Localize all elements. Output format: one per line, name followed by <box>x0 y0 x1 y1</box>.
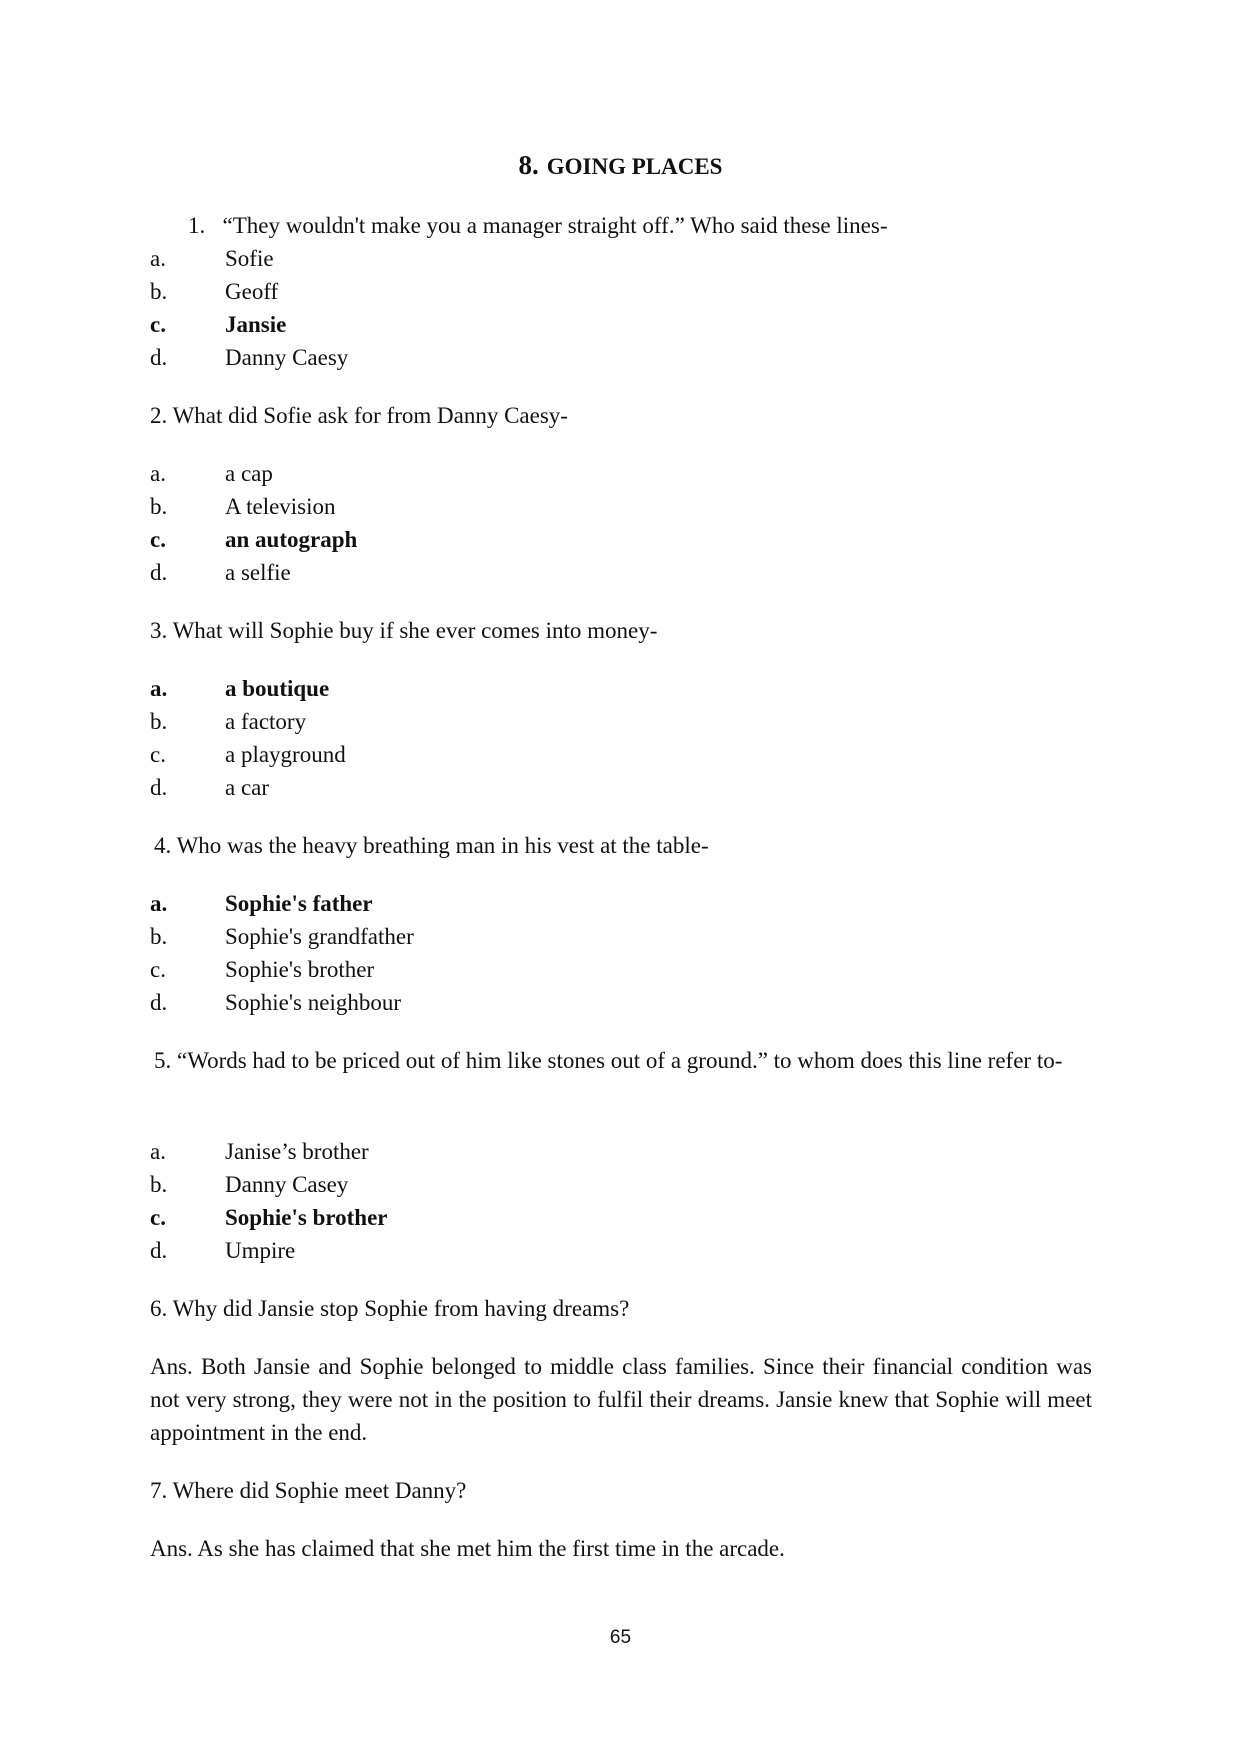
question-7: 7. Where did Sophie meet Danny? <box>150 1478 467 1503</box>
option-3d: d. a car <box>150 775 270 800</box>
option-2d: d. a selfie <box>150 560 291 585</box>
answer-6: Ans. Both Jansie and Sophie belonged to middle class families. Since their financial condition was not very strong, they were not in the position to fulfil their dreams. Jansie knew that Sophie will meet appointment in the end. <box>150 1354 1092 1445</box>
chapter-heading <box>0 150 1241 181</box>
option-1c-correct: c. Jansie <box>150 312 287 337</box>
option-5a: a. Janise’s brother <box>150 1139 369 1164</box>
question-6: 6. Why did Jansie stop Sophie from having dreams? <box>150 1296 630 1321</box>
question-4: 4. Who was the heavy breathing man in his vest at the table- <box>154 833 709 858</box>
chapter-number: 8. <box>518 150 539 180</box>
option-2a: a. a cap <box>150 461 273 486</box>
chapter-title: GOING PLACES <box>546 154 723 179</box>
option-5d: d. Umpire <box>150 1238 296 1263</box>
option-4c: c. Sophie's brother <box>150 957 375 982</box>
option-1b: b. Geoff <box>150 279 279 304</box>
option-3a-correct: a. a boutique <box>150 676 330 701</box>
option-3b: b. a factory <box>150 709 307 734</box>
option-4d: d. Sophie's neighbour <box>150 990 401 1015</box>
question-1: 1. “They wouldn't make you a manager straight off.” Who said these lines- <box>188 213 888 238</box>
option-1d: d. Danny Caesy <box>150 345 349 370</box>
option-4b: b. Sophie's grandfather <box>150 924 414 949</box>
option-5c-correct: c. Sophie's brother <box>150 1205 388 1230</box>
option-2c-correct: c. an autograph <box>150 527 358 552</box>
question-3: 3. What will Sophie buy if she ever comes into money- <box>150 618 658 643</box>
option-2b: b. A television <box>150 494 336 519</box>
option-4a-correct: a. Sophie's father <box>150 891 373 916</box>
answer-7: Ans. As she has claimed that she met him the first time in the arcade. <box>150 1536 785 1561</box>
option-1a: a. Sofie <box>150 246 274 271</box>
option-3c: c. a playground <box>150 742 346 767</box>
question-5: 5. “Words had to be priced out of him like stones out of a ground.” to whom does this line refer to- <box>154 1048 1063 1073</box>
page-number: 65 <box>609 1627 632 1648</box>
option-5b: b. Danny Casey <box>150 1172 349 1197</box>
question-2: 2. What did Sofie ask for from Danny Caesy- <box>150 403 568 428</box>
